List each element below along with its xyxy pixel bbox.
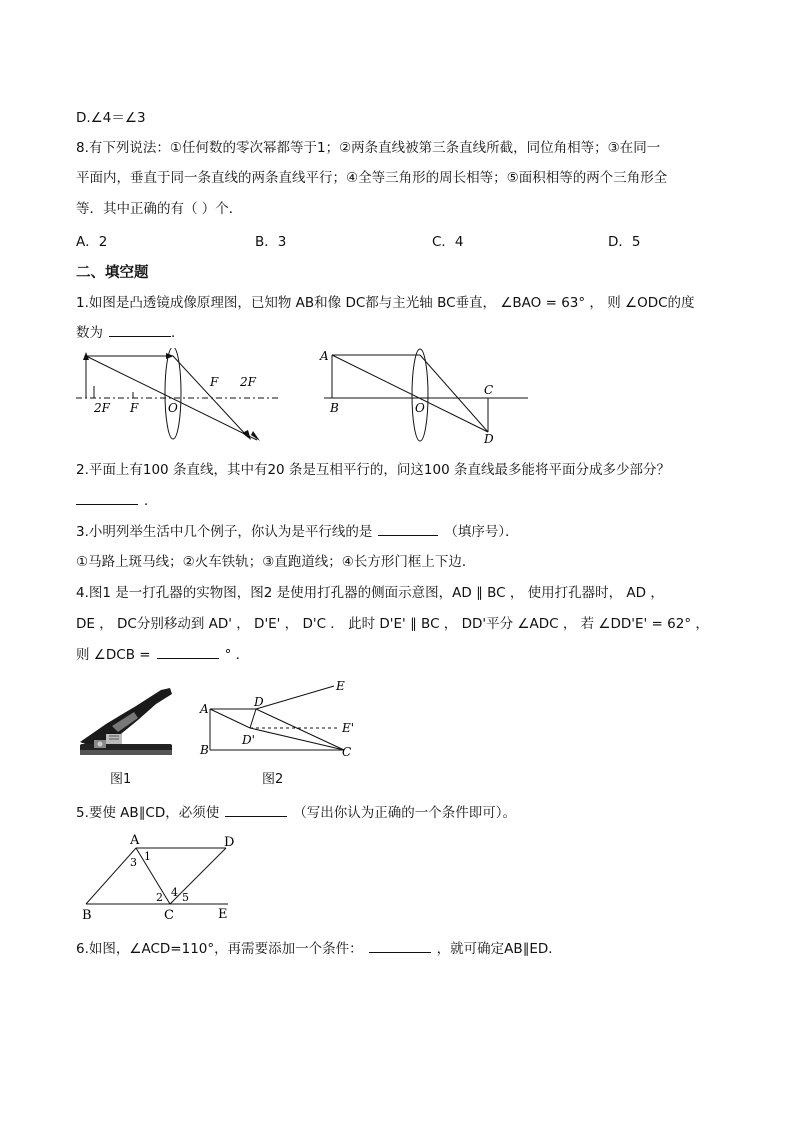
q8-option-c: C．4 (432, 234, 464, 250)
fill2-line1: 2.平面上有100 条直线，其中有20 条是互相平行的，问这100 条直线最多能将平面分成多少部分？ (76, 462, 670, 478)
angle-3: 3 (130, 856, 137, 869)
label-O: O (415, 401, 425, 415)
label-C2: C (342, 745, 352, 759)
label-E2: E (336, 679, 345, 693)
fill1-line2 (76, 321, 185, 341)
label-D2: D (254, 695, 264, 709)
answer-blank-6[interactable] (369, 938, 431, 953)
label-F-right: F (210, 375, 219, 389)
hole-punch-photo (76, 684, 176, 764)
fill6-line1 (76, 937, 562, 957)
q8-line1: 8.有下列说法：①任何数的零次幂都等于1；②两条直线被第三条直线所截，同位角相等；③在同一 (76, 140, 661, 156)
fill3-line1 (76, 520, 519, 540)
q8-line3: 等．其中正确的有（ ）个． (76, 201, 243, 217)
label-D5: D (224, 835, 235, 850)
lens-figure-right (316, 348, 530, 446)
fill1-line2-prefix: 数为 (76, 325, 103, 341)
answer-blank-5[interactable] (225, 802, 287, 817)
fill3-line1-prefix: 3.小明列举生活中几个例子，你认为是平行线的是 (76, 524, 373, 540)
label-A2: A (200, 702, 209, 716)
fill1-line2-suffix: ． (171, 325, 185, 341)
fill3-line1-suffix: （填序号）． (444, 524, 519, 540)
fill4-line2: DE ， DC分别移动到 AD' ， D'E' ， D'C ． 此时 D'E' ∥ BC ， DD'平分 ∠ADC ， 若 ∠DD'E' = 62° ， (76, 616, 709, 632)
label-F-left: F (130, 401, 139, 415)
label-A5: A (130, 833, 140, 848)
answer-blank-2[interactable] (76, 490, 138, 505)
label-2F-left: 2F (94, 401, 110, 415)
angle-1: 1 (144, 850, 151, 863)
q8-line2: 平面内，垂直于同一条直线的两条直线平行；④全等三角形的周长相等；⑤面积相等的两个三角形全 (76, 170, 668, 186)
q8-option-b: B．3 (255, 234, 287, 250)
fill5-line1-suffix: （写出你认为正确的一个条件即可）。 (293, 805, 516, 821)
fill6-line1-prefix: 6.如图，∠ACD=110°，再需要添加一个条件： (76, 941, 363, 957)
fill5-line1 (76, 801, 516, 821)
fill5-line1-prefix: 5.要使 AB∥CD，必须使 (76, 805, 220, 821)
fig2-caption: 图2 (262, 772, 284, 787)
section-title: 二、填空题 (76, 265, 149, 281)
label-E5: E (218, 907, 228, 922)
hole-punch-diagram (196, 676, 366, 766)
q8-option-a: A．2 (76, 234, 108, 250)
label-B2: B (200, 743, 209, 757)
fig1-caption: 图1 (110, 772, 132, 787)
answer-blank-1[interactable] (109, 322, 171, 337)
label-D: D (484, 432, 494, 446)
angle-2: 2 (156, 891, 163, 904)
label-C5: C (164, 908, 174, 922)
answer-blank-4[interactable] (157, 644, 219, 659)
fill6-line1-suffix: ，就可确定AB∥ED． (436, 941, 562, 957)
label-O-left: O (168, 401, 178, 415)
label-C: C (484, 383, 494, 397)
label-Dprime: D' (242, 733, 255, 747)
fill1-line1: 1.如图是凸透镜成像原理图，已知物 AB和像 DC都与主光轴 BC垂直， ∠BAO = 63° ， 则 ∠ODC的度 (76, 295, 695, 311)
q8-option-d: D．5 (608, 234, 641, 250)
angle-4: 4 (171, 886, 178, 899)
answer-blank-3[interactable] (378, 521, 438, 536)
angle-5: 5 (182, 891, 189, 904)
q7-option-d: D.∠4＝∠3 (76, 110, 146, 126)
fill4-line3 (76, 643, 249, 663)
label-Eprime: E' (342, 721, 355, 735)
fill2-line2 (76, 489, 158, 509)
label-B5: B (82, 908, 92, 922)
label-A: A (320, 349, 329, 363)
fill4-line1: 4.图1 是一打孔器的实物图，图2 是使用打孔器的侧面示意图，AD ∥ BC ， 使用打孔器时， AD ， (76, 585, 664, 601)
fill2-line2-suffix: ． (144, 493, 158, 509)
parallel-figure (78, 830, 242, 922)
label-2F-right: 2F (240, 375, 256, 389)
lens-figure-left (72, 348, 282, 444)
label-B: B (330, 401, 339, 415)
fill4-line3-suffix: ° ． (224, 647, 250, 663)
fill3-line2: ①马路上斑马线；②火车铁轨；③直跑道线；④长方形门框上下边． (76, 554, 476, 570)
fill4-line3-prefix: 则 ∠DCB = (76, 647, 151, 663)
